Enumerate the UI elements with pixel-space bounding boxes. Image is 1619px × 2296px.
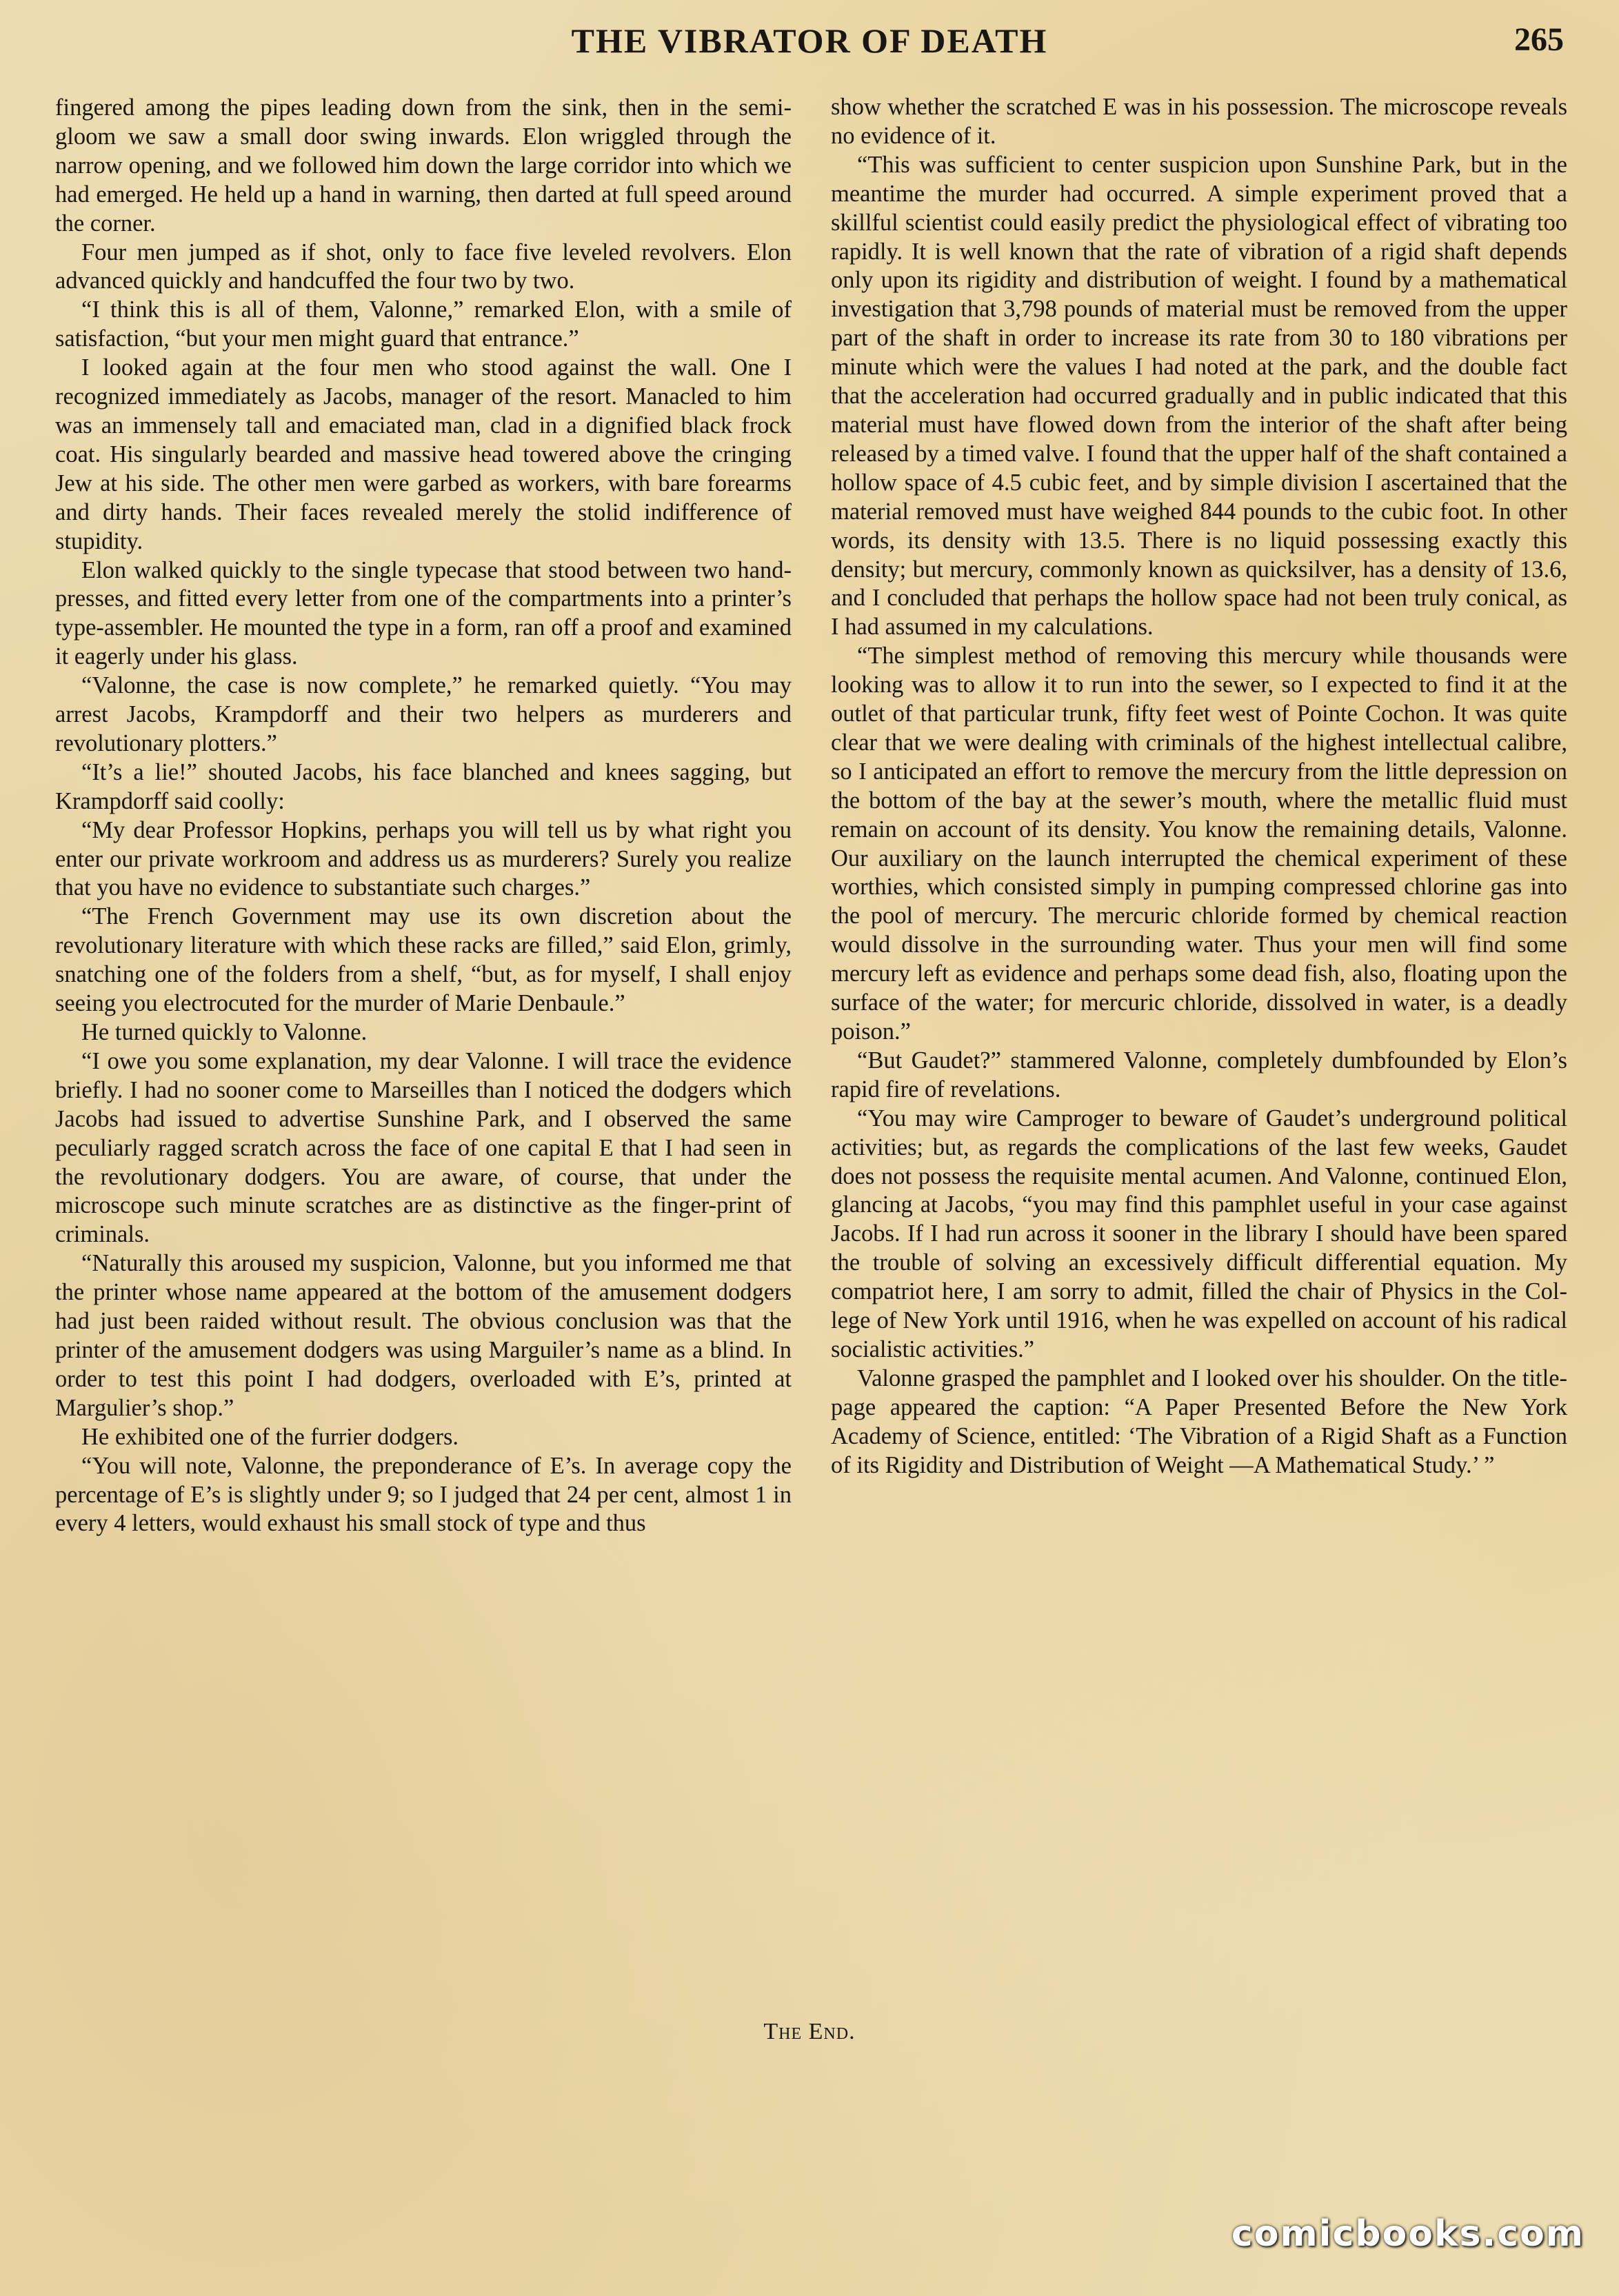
paragraph: Elon walked quickly to the single typecase that stood between two hand-presses, and fitted every letter from one of the compartments into a printer’s type-assembler. He mounted the type in a form, ran off a proof and examined it eagerly under his glass. [55, 556, 792, 670]
paragraph: Four men jumped as if shot, only to face five leveled revolvers. Elon advanced quickly and handcuffed the four two by two. [55, 239, 792, 294]
paragraph: “Naturally this aroused my suspicion, Valonne, but you informed me that the printer whose name appeared at the bottom of the amusement dodgers had just been raided without result. The obvious conclusion was that the printer of the amusement dodgers was using Marguiler’s name as a blind. In order to test this point I had dodgers, overloaded with E’s, printed at Margulier’s shop.” [55, 1250, 792, 1421]
paragraph: “The French Government may use its own discretion about the revolutionary literature with which these racks are filled,” said Elon, grimly, snatching one of the folders from a shelf, “but, as for myself, I shall enjoy seeing you electrocuted for the murder of Marie Denbaule.” [55, 903, 792, 1017]
paragraph: “My dear Professor Hopkins, perhaps you will tell us by what right you enter our private workroom and address us as murderers? Surely you realize that you have no evidence to substantiate such charges.” [55, 816, 792, 901]
running-head [0, 21, 1619, 69]
paragraph: “You may wire Camproger to beware of Gaudet’s underground political activities; but, as regards the complications of the last few weeks, Gaudet does not possess the requisite mental acumen. And Valonne, continued Elon, glancing at Jacobs, “you may find this pamphlet useful in your case against Jacobs. If I had run across it sooner in the library I should have been spared the trouble of solving an excessively difficult differential equation. My compatriot here, I am sorry to admit, filled the chair of Physics in the College of New York until 1916, when he was expelled on account of his radical socialistic activities.” [831, 1105, 1567, 1362]
left-column [55, 94, 792, 1538]
paragraph: He turned quickly to Valonne. [81, 1019, 368, 1045]
paragraph: “The simplest method of removing this mercury while thousands were looking was to allow it to run into the sewer, so I expected to find it at the outlet of that particular trunk, fifty feet west of Pointe Cochon. It was quite clear that we were dealing with criminals of the highest intellectual calibre, so I anticipated an effort to remove the mercury from the little depression on the bottom of the bay at the sewer’s mouth, where the metallic fluid must remain on account of its density. You know the remaining details, Valonne. Our auxiliary on the launch interrupted the chemical experiment of these worthies, which consisted simply in pumping compressed chlorine gas into the pool of mercury. The mercuric chloride formed by chemical reaction would dissolve in the surrounding water. Thus your men will find some mercury left as evidence and perhaps some dead fish, also, floating upon the surface of the water; for mercuric chloride, dissolved in water, is a deadly poison.” [831, 643, 1567, 1045]
paragraph: “Valonne, the case is now complete,” he remarked quietly. “You may arrest Jacobs, Krampdorff and their two helpers as murderers and revolutionary plotters.” [55, 672, 792, 756]
paragraph: “I owe you some explanation, my dear Valonne. I will trace the evidence briefly. I had no sooner come to Marseilles than I noticed the dodgers which Jacobs had issued to advertise Sunshine Park, and I observed the same peculiarly ragged scratch across the face of one capital E that I had seen in the revolutionary dodgers. You are aware, of course, that under the microscope such minute scratches are as distinctive as the finger-print of criminals. [55, 1047, 792, 1248]
paragraph: He exhibited one of the furrier dodgers. [81, 1423, 459, 1450]
paragraph: “I think this is all of them, Valonne,” remarked Elon, with a smile of satisfaction, “but your men might guard that entrance.” [55, 296, 792, 352]
paragraph: “It’s a lie!” shouted Jacobs, his face blanched and knees sagging, but Krampdorff said coolly: [55, 758, 792, 814]
right-column [831, 93, 1567, 1480]
paragraph: fingered among the pipes leading down from the sink, then in the semi-gloom we saw a small door swing inwards. Elon wriggled through the narrow opening, and we followed him down the large corridor into which we had emerged. He held up a hand in warning, then darted at full speed around the corner. [55, 94, 792, 236]
watermark: comicbooks.com [1231, 2213, 1585, 2255]
paragraph: “But Gaudet?” stammered Valonne, completely dumbfounded by Elon’s rapid fire of revelations. [831, 1047, 1567, 1102]
paragraph: Valonne grasped the pamphlet and I looked over his shoulder. On the title-page appeared the caption: “A Paper Presented Before the New York Academy of Science, entitled: ‘The Vibration of a Rigid Shaft as a Function of its Rigidity and Distribution of Weight —A Mathematical Study.’ ” [831, 1364, 1567, 1478]
running-title: THE VIBRATOR OF DEATH [571, 21, 1048, 60]
paragraph: “This was sufficient to center suspicion upon Sunshine Park, but in the meantime the murder had occurred. A simple experiment proved that a skillful scientist could easily predict the physiological effect of vibrating too rapidly. It is well known that the rate of vibration of a rigid shaft depends only upon its rigidity and distribution of weight. I found by a mathematical investigation that 3,798 pounds of material must be removed from the upper part of the shaft in order to increase its rate from 30 to 180 vibrations per minute which were the values I had noted at the park, and the double fact that the acceleration had occurred gradually and in public indicated that this material must have flowed down from the interior of the shaft after being released by a timed valve. I found that the upper half of the shaft contained a hollow space of 4.5 cubic feet, and by simple division I ascertained that the material removed must have weighed 844 pounds to the cubic foot. In other words, its density with 13.5. There is no liquid possessing exactly this density; but mercury, commonly known as quicksilver, has a density of 13.6, and I concluded that perhaps the hollow space had not been truly conical, as I had assumed in my calculations. [831, 151, 1567, 641]
page-number: 265 [1514, 21, 1564, 58]
paragraph: “You will note, Valonne, the preponderance of E’s. In average copy the percentage of E’s is slightly under 9; so I judged that 24 per cent, almost 1 in every 4 letters, would exhaust his small stock of type and thus [55, 1452, 792, 1537]
the-end: The End. [763, 2019, 856, 2044]
paragraph: I looked again at the four men who stood against the wall. One I recognized immediately as Jacobs, manager of the resort. Manacled to him was an immensely tall and emaciated man, clad in a dignified black frock coat. His singularly bearded and massive head towered above the cringing Jew at his side. The other men were garbed as workers, with bare forearms and dirty hands. Their faces revealed merely the stolid indifference of stupidity. [55, 354, 792, 554]
paragraph: show whether the scratched E was in his possession. The microscope reveals no evidence of it. [831, 94, 1567, 149]
